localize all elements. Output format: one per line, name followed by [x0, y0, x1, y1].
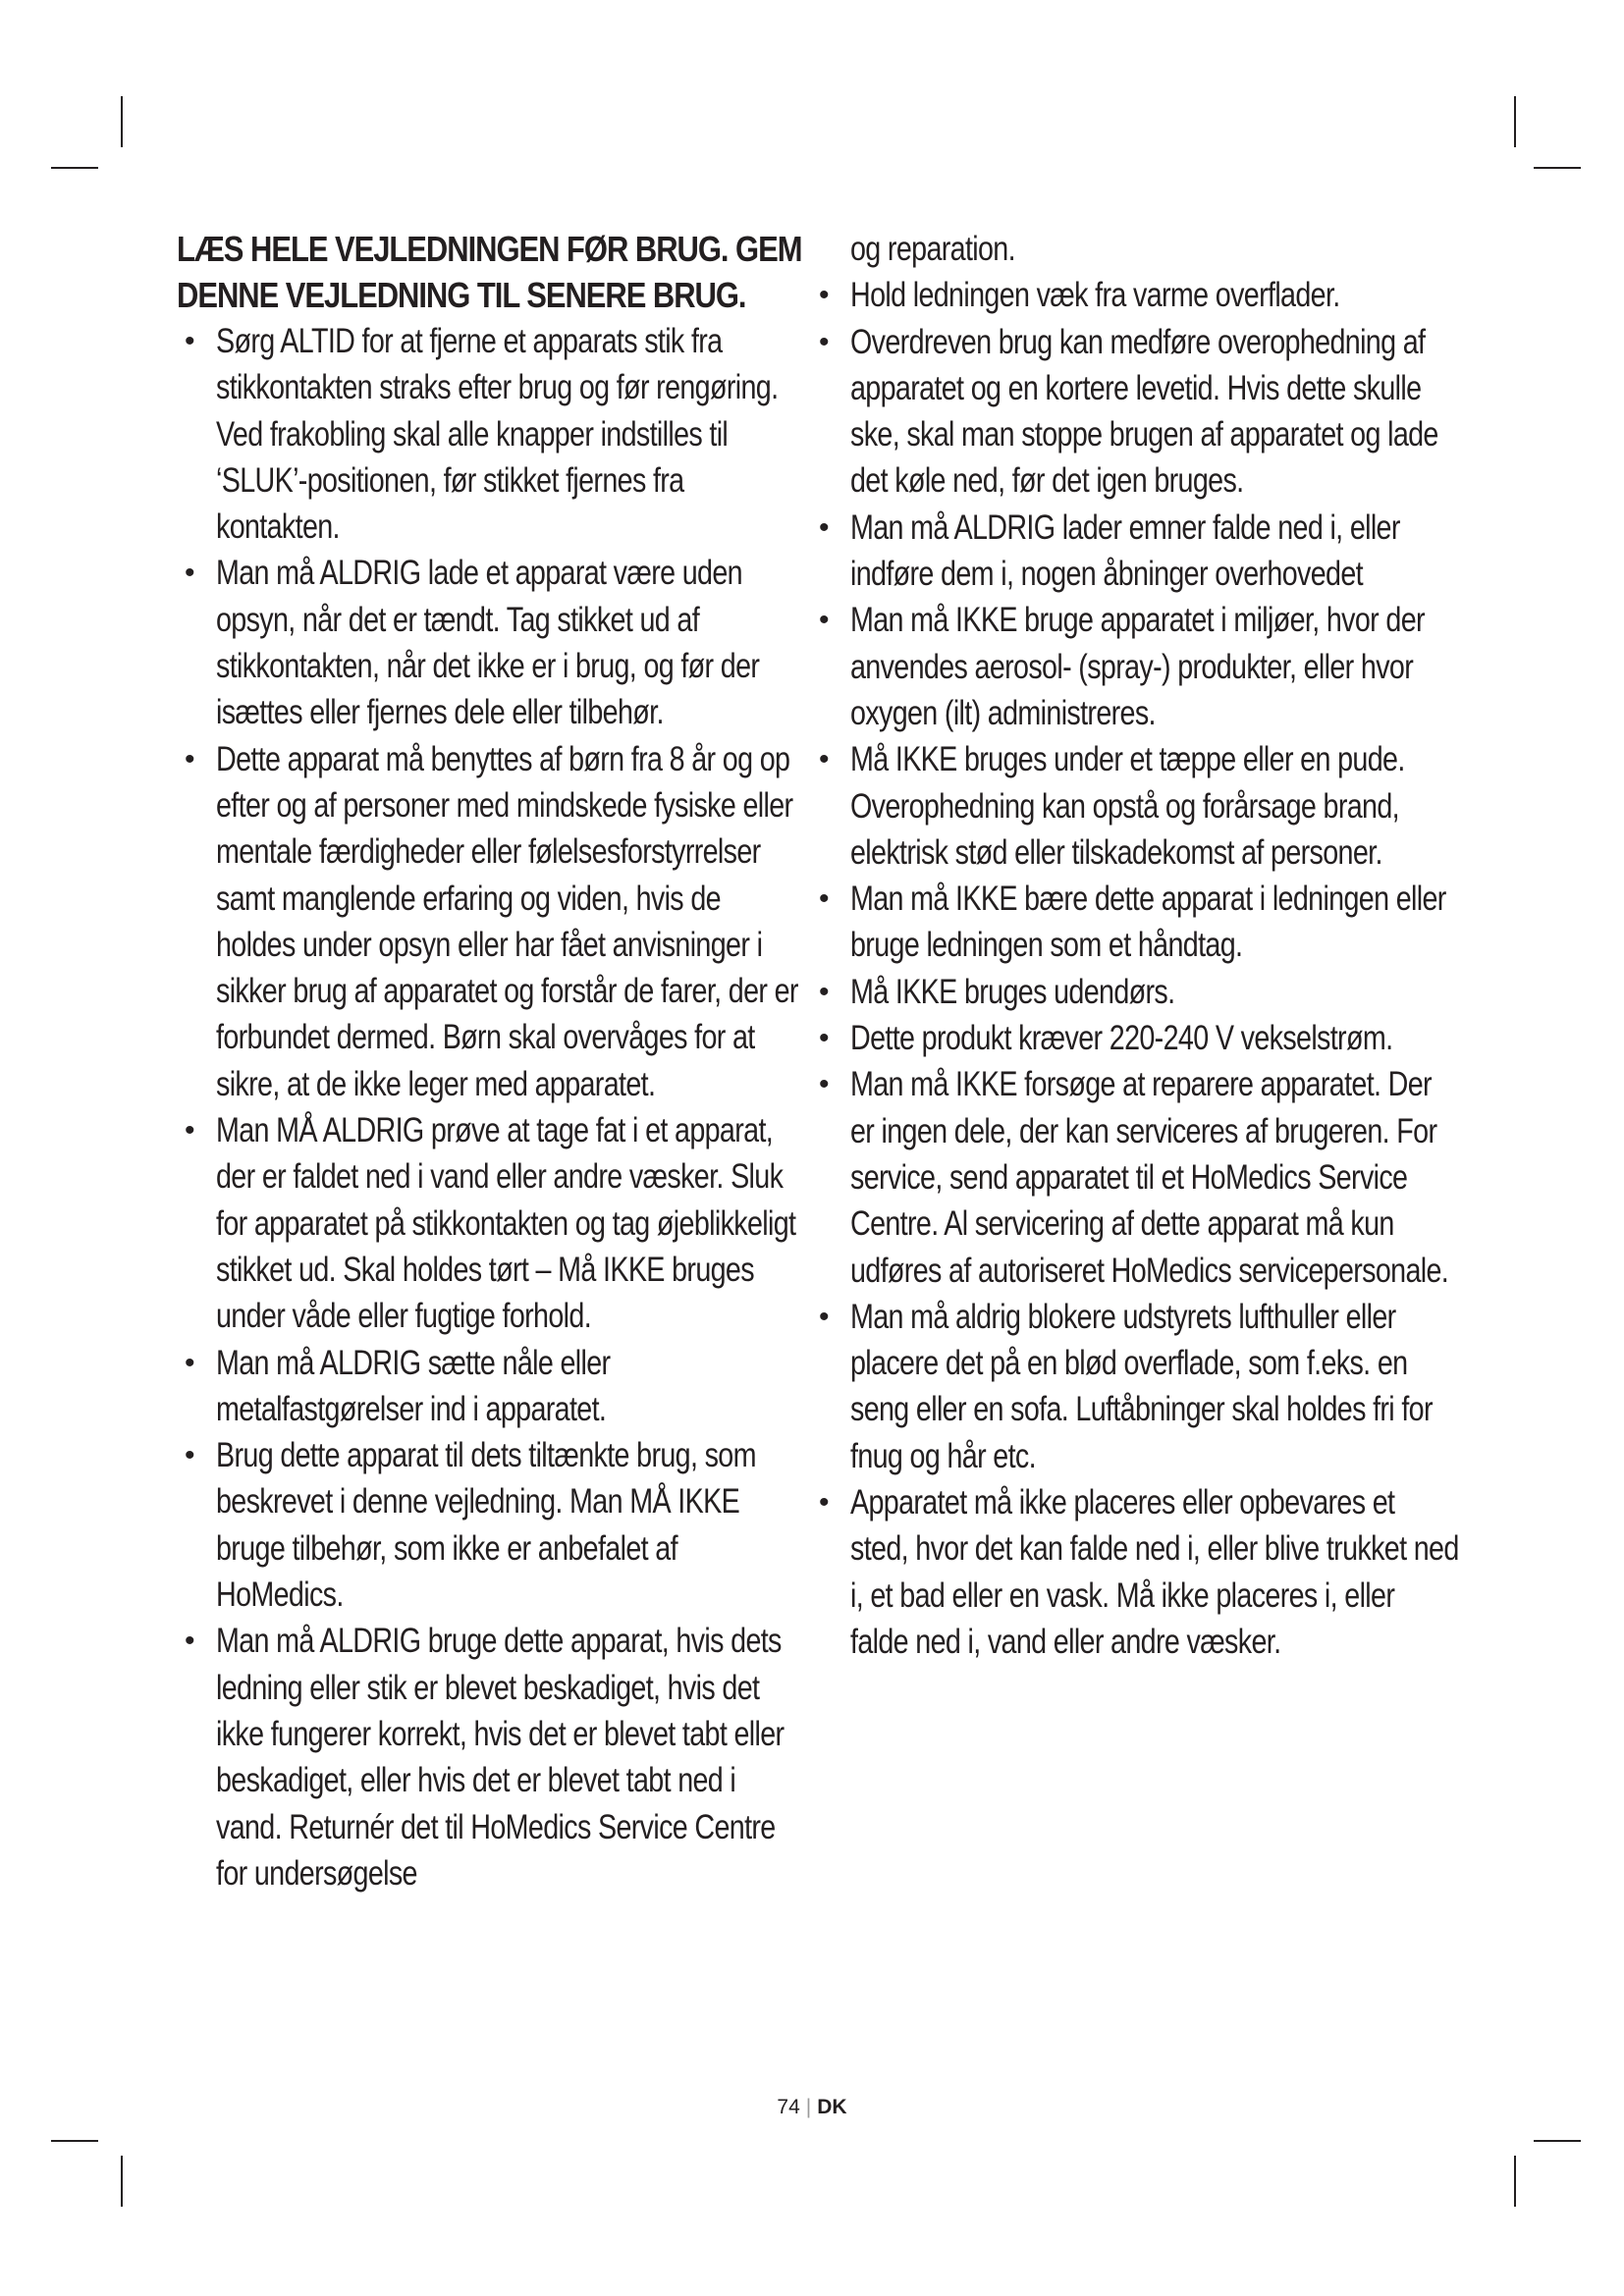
- safety-list-item: [811, 597, 1459, 736]
- safety-list-item: [811, 969, 1459, 1015]
- safety-list-item: [811, 319, 1459, 505]
- safety-list-item: [177, 1107, 805, 1339]
- safety-item-text: • Overdreven brug kan medføre overophedning af apparatet og en kortere levetid. Hvis dette skulle ske, skal man stoppe brugen af apparatet og lade det køle ned, før det igen bruges.: [850, 322, 1438, 501]
- safety-list-item: [177, 1618, 805, 1896]
- right-safety-list: [811, 272, 1459, 1665]
- safety-list-item: [811, 1294, 1459, 1479]
- safety-item-text: • Man må ALDRIG bruge dette apparat, hvis dets ledning eller stik er blevet beskadiget, hvis det ikke fungerer korrekt, hvis det er blevet tabt eller beskadiget, eller hvis det er blevet tabt ned i vand. Returnér det til HoMedics Service Centre for undersøgelse: [216, 1622, 785, 1893]
- safety-item-text: • Man må IKKE bruge apparatet i miljøer, hvor der anvendes aerosol- (spray-) produkter, eller hvor oxygen (ilt) administreres.: [850, 601, 1425, 732]
- safety-list-item: [177, 318, 805, 550]
- left-column: [177, 226, 805, 1896]
- safety-list-item: [811, 272, 1459, 318]
- left-safety-list: [177, 318, 805, 1896]
- safety-list-item: [177, 550, 805, 735]
- safety-list-item: [811, 736, 1459, 876]
- safety-item-text: • Man MÅ ALDRIG prøve at tage fat i et apparat, der er faldet ned i vand eller andre væsker. Sluk for apparatet på stikkontakten og tag øjeblikkeligt stikket ud. Skal holdes tørt – Må IKKE bruges under våde eller fugtige forhold.: [216, 1111, 796, 1336]
- safety-list-item: [811, 1479, 1459, 1665]
- safety-item-text: • Man må ALDRIG lade et apparat være uden opsyn, når det er tændt. Tag stikket ud af stikkontakten, når det ikke er i brug, og før der isættes eller fjernes dele eller tilbehør.: [216, 554, 760, 732]
- safety-list-item: [811, 505, 1459, 598]
- safety-item-text: • Brug dette apparat til dets tiltænkte brug, som beskrevet i denne vejledning. Man MÅ IKKE bruge tilbehør, som ikke er anbefalet af HoMedics.: [216, 1436, 756, 1615]
- safety-list-item: [177, 736, 805, 1107]
- crop-mark-bottom-right-vertical: [1514, 2156, 1516, 2207]
- page-number: 74: [777, 2096, 800, 2118]
- crop-mark-top-left-vertical: [121, 96, 123, 147]
- safety-item-text: • Må IKKE bruges under et tæppe eller en pude. Overophedning kan opstå og forårsage brand, elektrisk stød eller tilskadekomst af personer.: [850, 740, 1405, 872]
- crop-mark-bottom-left-vertical: [121, 2156, 123, 2207]
- safety-list-item: [177, 1432, 805, 1618]
- footer-separator: |: [805, 2096, 812, 2118]
- safety-item-text: • Sørg ALTID for at fjerne et apparats stik fra stikkontakten straks efter brug og før rengøring. Ved frakobling skal alle knapper indstilles til ‘SLUK’-positionen, før stikket fjernes fra kontakten.: [216, 322, 779, 547]
- safety-item-text: • Må IKKE bruges udendørs.: [850, 972, 1175, 1011]
- right-column: [811, 226, 1459, 1665]
- safety-list-item: [811, 1061, 1459, 1293]
- safety-list-item: [811, 876, 1459, 969]
- page-footer: [0, 2096, 1624, 2119]
- safety-item-text: • Man må aldrig blokere udstyrets lufthuller eller placere det på en blød overflade, som f.eks. en seng eller en sofa. Luftåbninger skal holdes fri for fnug og hår etc.: [850, 1297, 1433, 1475]
- safety-heading: LÆS HELE VEJLEDNINGEN FØR BRUG. GEM DENNE VEJLEDNING TIL SENERE BRUG.: [177, 229, 802, 315]
- safety-item-text: • Hold ledningen væk fra varme overflader.: [850, 276, 1340, 315]
- safety-item-text: • Apparatet må ikke placeres eller opbevares et sted, hvor det kan falde ned i, eller blive trukket ned i, et bad eller en vask. Må ikke placeres i, eller falde ned i, vand eller andre væsker.: [850, 1483, 1459, 1661]
- crop-mark-top-right-vertical: [1514, 96, 1516, 147]
- safety-list-item: [811, 1015, 1459, 1061]
- crop-mark-bottom-right-horizontal: [1534, 2140, 1581, 2142]
- continued-item-text: og reparation.: [850, 230, 1015, 268]
- safety-list-item: [177, 1340, 805, 1433]
- safety-item-text: • Man må ALDRIG sætte nåle eller metalfastgørelser ind i apparatet.: [216, 1343, 611, 1428]
- crop-mark-top-left-horizontal: [51, 167, 98, 169]
- crop-mark-top-right-horizontal: [1534, 167, 1581, 169]
- safety-item-text: • Man må IKKE bære dette apparat i ledningen eller bruge ledningen som et håndtag.: [850, 880, 1446, 965]
- safety-item-text: • Man må IKKE forsøge at reparere apparatet. Der er ingen dele, der kan serviceres af brugeren. For service, send apparatet til et HoMedics Service Centre. Al servicering af dette apparat må kun udføres af autoriseret HoMedics servicepersonale.: [850, 1065, 1449, 1290]
- safety-item-text: • Dette produkt kræver 220-240 V vekselstrøm.: [850, 1019, 1393, 1058]
- safety-item-text: • Dette apparat må benyttes af børn fra 8 år og op efter og af personer med mindskede fysiske eller mentale færdigheder eller følelsesforstyrrelser samt manglende erfaring og viden, hvis de holdes under opsyn eller har fået anvisninger i sikker brug af apparatet og forstår de farer, der er forbundet dermed. Børn skal overvåges for at sikre, at de ikke leger med apparatet.: [216, 739, 798, 1103]
- safety-item-text: • Man må ALDRIG lader emner falde ned i, eller indføre dem i, nogen åbninger overhovedet: [850, 507, 1400, 594]
- language-code: DK: [817, 2096, 847, 2118]
- crop-mark-bottom-left-horizontal: [51, 2140, 98, 2142]
